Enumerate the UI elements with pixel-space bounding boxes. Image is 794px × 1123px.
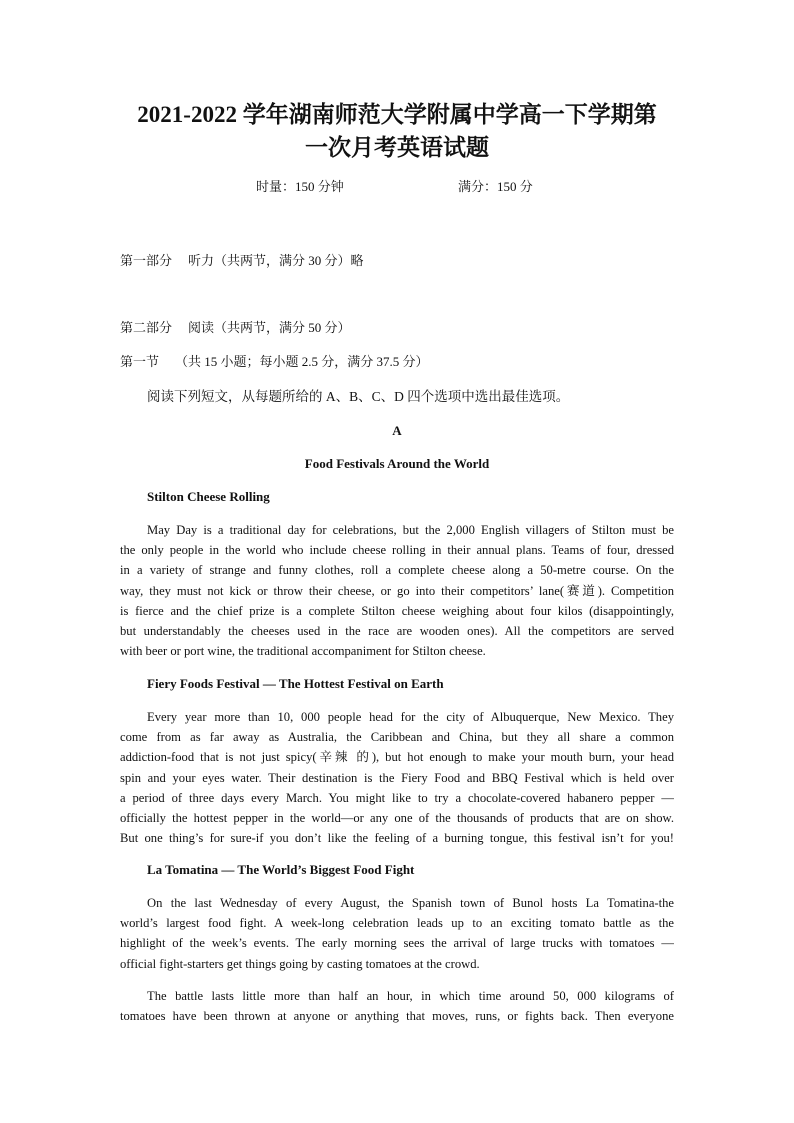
paragraph-line: the only people in the world who include cheese rolling in their annual plans. Teams of four, dressed — [120, 543, 674, 558]
paragraph-line: world’s largest food fight. A week-long celebration leads up to an exciting tomato battle as the — [120, 916, 674, 931]
passage-letter: A — [392, 423, 402, 438]
exam-title-line-1: 2021-2022 学年湖南师范大学附属中学高一下学期第 — [137, 102, 657, 127]
paragraph-line: On the last Wednesday of every August, the Spanish town of Bunol hosts La Tomatina-the — [147, 896, 674, 910]
part-2-text: 阅读（共两节，满分 50 分） — [188, 320, 351, 335]
section-heading-la-tomatina: La Tomatina — The World’s Biggest Food Fight — [147, 862, 415, 877]
paragraph-line: But one thing’s for sure-if you don’t like the feeling of a burning tongue, this festival isn’t for you! — [120, 831, 674, 846]
part-1-label: 第一部分 — [120, 253, 173, 268]
paragraph-line: way, they must not kick or throw their cheese, or go into their competitors’ lane(赛道). Competition — [120, 583, 674, 598]
paragraph-line: official fight-starters get things going by casting tomatoes at the crowd. — [120, 956, 480, 971]
full-score: 满分：150 分 — [458, 179, 533, 194]
part-1-text: 听力（共两节，满分 30 分）略 — [188, 253, 364, 268]
paragraph-line: spin and your eyes water. Their destination is the Fiery Food and BBQ Festival which is held over — [120, 770, 674, 785]
time-limit: 时量：150 分钟 — [256, 179, 344, 194]
paragraph-line: Every year more than 10, 000 people head for the city of Albuquerque, New Mexico. They — [147, 710, 674, 724]
section-1-text: （共 15 小题；每小题 2.5 分，满分 37.5 分） — [175, 354, 429, 369]
paragraph-line: come from as far away as Australia, the Caribbean and China, but they all share a common — [120, 730, 674, 745]
paragraph-la-tomatina-2 — [120, 986, 674, 1026]
part-2-heading — [120, 317, 351, 336]
paragraph-line: May Day is a traditional day for celebrations, but the 2,000 English villagers of Stilton must be — [147, 523, 674, 537]
section-1-heading — [120, 351, 429, 370]
paragraph-line: The battle lasts little more than half an hour, in which time around 50, 000 kilograms of — [147, 989, 674, 1003]
section-heading-stilton: Stilton Cheese Rolling — [147, 489, 270, 504]
paragraph-stilton — [120, 520, 674, 661]
section-1-label: 第一节 — [120, 354, 160, 369]
section-heading-fiery-foods: Fiery Foods Festival — The Hottest Festival on Earth — [147, 676, 444, 691]
part-2-label: 第二部分 — [120, 320, 173, 335]
reading-instruction: 阅读下列短文，从每题所给的 A、B、C、D 四个选项中选出最佳选项。 — [147, 389, 570, 404]
paragraph-line: in a variety of strange and funny clothes, roll a complete cheese along a 50-metre course. On the — [120, 563, 674, 578]
part-1-heading — [120, 250, 364, 269]
paragraph-line: but understandably the cheeses used in the race are wooden ones). All the competitors are served — [120, 623, 674, 638]
paragraph-line: addiction-food that is not just spicy(辛辣 的), but hot enough to make your mouth burn, your head — [120, 750, 674, 765]
passage-title: Food Festivals Around the World — [304, 456, 490, 471]
exam-title — [100, 98, 694, 164]
paragraph-fiery-foods — [120, 707, 674, 848]
paragraph-line: tomatoes have been thrown at anyone or anything that moves, runs, or fights back. Then everyone — [120, 1009, 674, 1024]
exam-title-line-2: 一次月考英语试题 — [305, 135, 489, 160]
paragraph-la-tomatina-1 — [120, 893, 674, 974]
paragraph-line: a period of three days every March. You might like to try a chocolate-covered habanero pepper — — [120, 790, 674, 805]
paragraph-line: highlight of the week’s events. The early morning sees the arrival of large trucks with tomatoes — — [120, 936, 674, 951]
paragraph-line: is fierce and the chief prize is a complete Stilton cheese weighing about four kilos (disappointingly, — [120, 603, 674, 618]
paragraph-line: officially the hottest pepper in the world—or any one of the thousands of products that are on show. — [120, 810, 674, 825]
paragraph-line: with beer or port wine, the traditional accompaniment for Stilton cheese. — [120, 644, 486, 659]
